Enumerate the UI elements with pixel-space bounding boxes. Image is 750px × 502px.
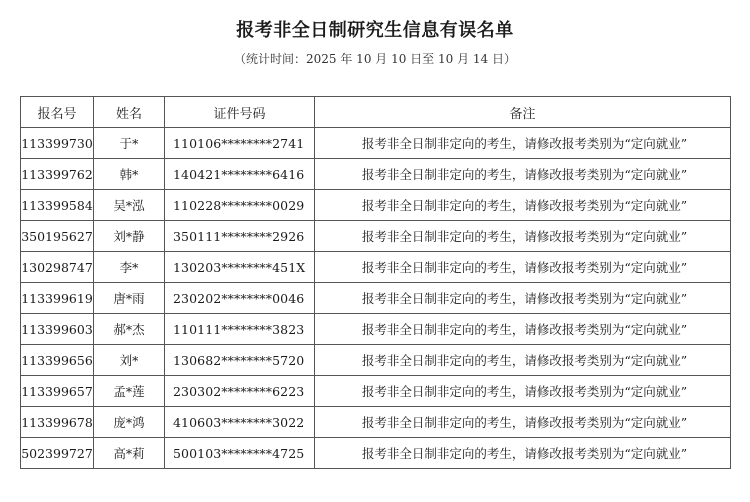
table-row	[21, 345, 731, 376]
remarks-cell: 报考非全日制非定向的考生，请修改报考类别为“定向就业”	[315, 252, 731, 283]
id-number-cell: 110228********0029	[165, 190, 315, 221]
candidate-name-cell: 高*莉	[94, 438, 165, 469]
registration-number-cell: 113399603	[21, 314, 94, 345]
table-header-row	[21, 97, 731, 128]
registration-number-cell: 113399678	[21, 407, 94, 438]
table-row	[21, 314, 731, 345]
id-number-cell: 110111********3823	[165, 314, 315, 345]
statistics-period: （统计时间：2025 年 10 月 10 日至 10 月 14 日）	[234, 52, 516, 66]
remarks-cell: 报考非全日制非定向的考生，请修改报考类别为“定向就业”	[315, 407, 731, 438]
registration-number-cell: 130298747	[21, 252, 94, 283]
column-header-remarks: 备注	[315, 97, 731, 128]
registration-number-cell: 113399657	[21, 376, 94, 407]
table-row	[21, 159, 731, 190]
candidate-name-cell: 郝*杰	[94, 314, 165, 345]
remarks-cell: 报考非全日制非定向的考生，请修改报考类别为“定向就业”	[315, 376, 731, 407]
registration-number-cell: 113399656	[21, 345, 94, 376]
registration-number-cell: 113399584	[21, 190, 94, 221]
candidate-name-cell: 唐*雨	[94, 283, 165, 314]
column-header-id-number: 证件号码	[165, 97, 315, 128]
candidate-name-cell: 韩*	[94, 159, 165, 190]
remarks-cell: 报考非全日制非定向的考生，请修改报考类别为“定向就业”	[315, 345, 731, 376]
registration-number-cell: 113399762	[21, 159, 94, 190]
registration-number-cell: 113399619	[21, 283, 94, 314]
column-header-registration-number: 报名号	[21, 97, 94, 128]
candidate-name-cell: 刘*静	[94, 221, 165, 252]
id-number-cell: 110106********2741	[165, 128, 315, 159]
id-number-cell: 130203********451X	[165, 252, 315, 283]
remarks-cell: 报考非全日制非定向的考生，请修改报考类别为“定向就业”	[315, 128, 731, 159]
registration-number-cell: 113399730	[21, 128, 94, 159]
id-number-cell: 230302********6223	[165, 376, 315, 407]
id-number-cell: 140421********6416	[165, 159, 315, 190]
table-row	[21, 438, 731, 469]
table-row	[21, 221, 731, 252]
error-list-table	[20, 96, 731, 469]
column-header-name: 姓名	[94, 97, 165, 128]
remarks-cell: 报考非全日制非定向的考生，请修改报考类别为“定向就业”	[315, 438, 731, 469]
table-row	[21, 283, 731, 314]
candidate-name-cell: 庞*鸿	[94, 407, 165, 438]
id-number-cell: 410603********3022	[165, 407, 315, 438]
candidate-name-cell: 孟*莲	[94, 376, 165, 407]
registration-number-cell: 350195627	[21, 221, 94, 252]
table-row	[21, 376, 731, 407]
remarks-cell: 报考非全日制非定向的考生，请修改报考类别为“定向就业”	[315, 283, 731, 314]
registration-number-cell: 502399727	[21, 438, 94, 469]
remarks-cell: 报考非全日制非定向的考生，请修改报考类别为“定向就业”	[315, 159, 731, 190]
remarks-cell: 报考非全日制非定向的考生，请修改报考类别为“定向就业”	[315, 221, 731, 252]
id-number-cell: 130682********5720	[165, 345, 315, 376]
candidate-name-cell: 吴*泓	[94, 190, 165, 221]
remarks-cell: 报考非全日制非定向的考生，请修改报考类别为“定向就业”	[315, 190, 731, 221]
id-number-cell: 350111********2926	[165, 221, 315, 252]
id-number-cell: 500103********4725	[165, 438, 315, 469]
table-row	[21, 128, 731, 159]
table-row	[21, 252, 731, 283]
page-title: 报考非全日制研究生信息有误名单	[236, 20, 514, 41]
table-row	[21, 407, 731, 438]
candidate-name-cell: 刘*	[94, 345, 165, 376]
remarks-cell: 报考非全日制非定向的考生，请修改报考类别为“定向就业”	[315, 314, 731, 345]
table-row	[21, 190, 731, 221]
id-number-cell: 230202********0046	[165, 283, 315, 314]
candidate-name-cell: 于*	[94, 128, 165, 159]
candidate-name-cell: 李*	[94, 252, 165, 283]
